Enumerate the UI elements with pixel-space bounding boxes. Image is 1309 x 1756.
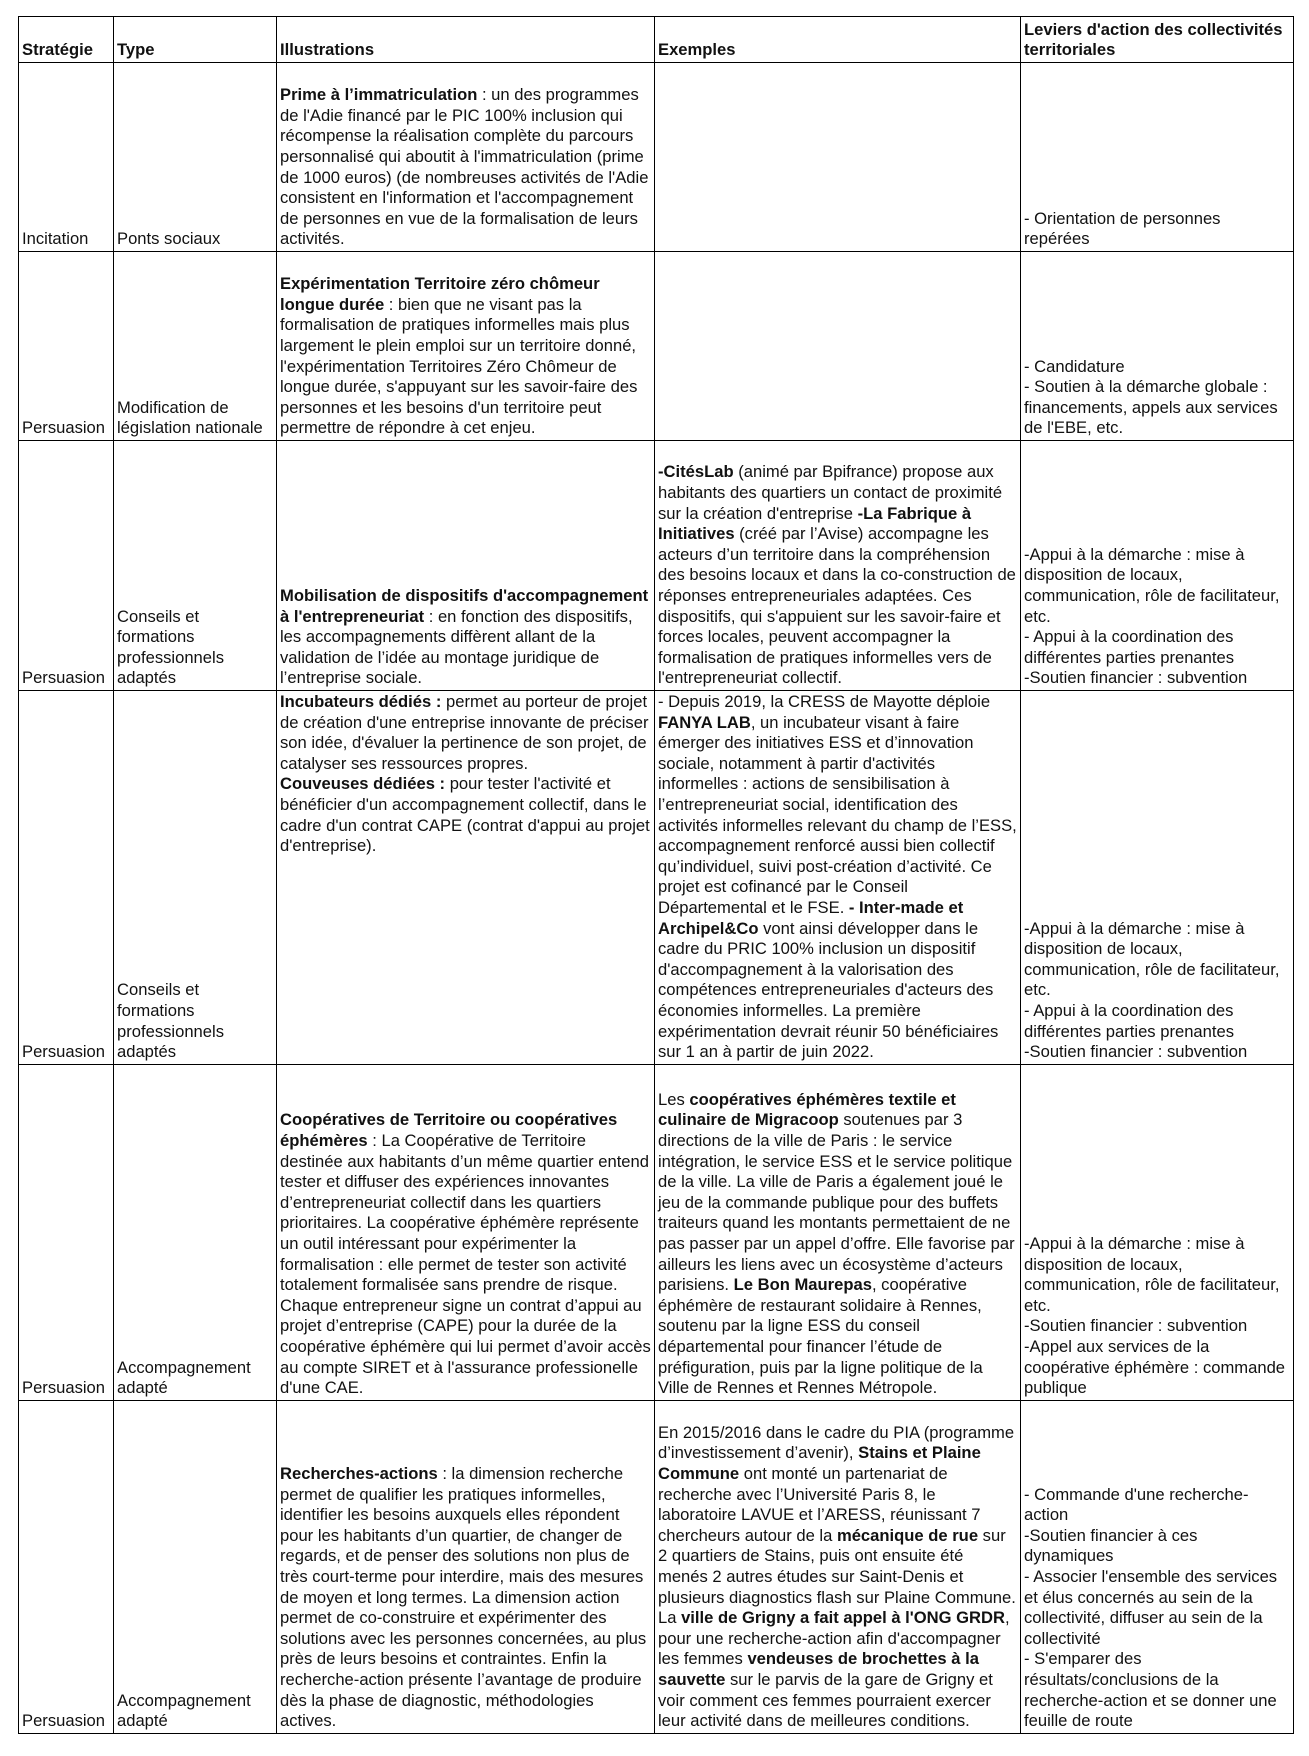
cell-illustrations (277, 252, 655, 441)
text-run: pour tester l'activité et bénéficier d'un accompagnement collectif, dans le cadre d'un contrat CAPE (contrat d'appui au projet d'entreprise). (280, 774, 650, 856)
lever-item: - Appui à la coordination des différentes parties prenantes (1024, 627, 1235, 667)
table-row (19, 691, 1294, 1065)
header-strategie: Stratégie (19, 17, 114, 63)
cell-leviers (1021, 252, 1294, 441)
lever-item: -Soutien financier : subvention (1024, 1316, 1248, 1336)
cell-type: Ponts sociaux (114, 63, 277, 252)
text-run: , pour une recherche-action afin d'accompagner les femmes (658, 1608, 1010, 1669)
table-header-row (19, 17, 1294, 63)
text-run: (créé par l’Avise) accompagne les acteurs d’un territoire dans la compréhension des besoins locaux et dans la co-construction de réponses entrepreneuriales adaptées. Ces dispositifs, qui s'appuient sur les savoir-faire et forces locales, peuvent accompagner la formalisation de pratiques informelles vers de l'entrepreneuriat collectif. (658, 524, 1016, 688)
bold-term: Stains et Plaine Commune (658, 1443, 981, 1483)
text-run: , coopérative éphémère de restaurant solidaire à Rennes, soutenu par la ligne ESS du conseil départemental pour financer l’étude de préfiguration, puis par la ligne politique de la Ville de Rennes et Rennes Métropole. (658, 1275, 983, 1398)
text-run: - Depuis 2019, la CRESS de Mayotte déploie (658, 692, 991, 711)
table-row (19, 63, 1294, 252)
bold-term: - Inter-made et Archipel&Co (658, 897, 964, 938)
lever-item: - Commande d'une recherche-action (1024, 1484, 1249, 1525)
lever-item: - Associer l'ensemble des services et élus concernés au sein de la collectivité, diffuser au sein de la collectivité (1024, 1566, 1278, 1648)
cell-exemples (655, 1400, 1021, 1733)
table-row (19, 1064, 1294, 1400)
text-run: : la dimension recherche permet de qualifier les pratiques informelles, identifier les besoins auxquels elles répondent pour les habitants d’un quartier, de changer de regards, et de penser des solutions non plus de très court-terme pour interdire, mais des mesures de moyen et long termes. La dimension action permet de co-construire et expérimenter des solutions avec les personnes concernées, au plus près de leurs besoins et contraintes. Enfin la recherche-action présente l’avantage de produire dès la phase de diagnostic, méthodologies actives. (280, 1463, 647, 1731)
text-run: soutenues par 3 directions de la ville de Paris : le service intégration, le service ESS et le service politique de la ville. La ville de Paris a également joué le jeu de la commande publique pour des buffets traiteurs quand les montants permettaient de ne pas passer par un appel d’offre. Elle favorise par ailleurs les liens avec un écosystème d’acteurs parisiens. (658, 1110, 1015, 1295)
cell-type: Accompagnement adapté (114, 1400, 277, 1733)
text-run: sur le parvis de la gare de Grigny et voir comment ces femmes pourraient exercer leur activité dans de meilleures conditions. (658, 1669, 993, 1731)
lever-item: - Candidature (1024, 356, 1125, 376)
lever-item: -Appel aux services de la coopérative éphémère : commande publique (1024, 1336, 1286, 1398)
table-row (19, 1400, 1294, 1733)
cell-illustrations (277, 441, 655, 691)
text-run: , un incubateur visant à faire émerger des initiatives ESS et d’innovation sociale, notamment à partir d'activités informelles : actions de sensibilisation à l’entrepreneuriat social, identification des activités informelles relevant du champ de l’ESS, accompagnement renforcé aussi bien collectif qu’individuel, suivi post-création d’activité. Ce projet est cofinancé par le Conseil Départemental et le FSE. (658, 712, 1017, 917)
lever-item: - Appui à la coordination des différentes parties prenantes (1024, 1000, 1235, 1041)
cell-leviers (1021, 1064, 1294, 1400)
cell-exemples (655, 441, 1021, 691)
cell-strategie: Persuasion (19, 1064, 114, 1400)
cell-exemples (655, 252, 1021, 441)
strategies-table (18, 16, 1294, 1734)
lever-item: -Appui à la démarche : mise à disposition de locaux, communication, rôle de facilitateur, etc. (1024, 544, 1280, 626)
table-row (19, 441, 1294, 691)
cell-type: Accompagnement adapté (114, 1064, 277, 1400)
lever-item: -Appui à la démarche : mise à disposition de locaux, communication, rôle de facilitateur, etc. (1024, 918, 1280, 1000)
text-run: : bien que ne visant pas la formalisation de pratiques informelles mais plus largement le plein emploi sur un territoire donné, l'expérimentation Territoires Zéro Chômeur de longue durée, s'appuyant sur les savoir-faire des personnes et les besoins d'un territoire peut permettre de répondre à cet enjeu. (280, 294, 638, 438)
bold-term: coopératives éphémères textile et culinaire de Migracoop (658, 1089, 956, 1130)
text-run: Les (658, 1089, 690, 1109)
lever-item: -Appui à la démarche : mise à disposition de locaux, communication, rôle de facilitateur, etc. (1024, 1233, 1280, 1315)
lever-item: - Orientation de personnes repérées (1024, 208, 1221, 249)
cell-strategie: Persuasion (19, 252, 114, 441)
cell-type: Modification de législation nationale (114, 252, 277, 441)
cell-leviers (1021, 63, 1294, 252)
cell-leviers (1021, 441, 1294, 691)
cell-strategie: Incitation (19, 63, 114, 252)
bold-term: -La Fabrique à Initiatives (658, 503, 972, 544)
bold-term: Coopératives de Territoire ou coopératives éphémères (280, 1110, 618, 1150)
cell-illustrations (277, 63, 655, 252)
text-run: permet au porteur de projet de création d'une entreprise innovante de préciser son idée, d'évaluer la pertinence de son projet, de catalyser ses ressources propres. (280, 692, 649, 773)
bold-term: ville de Grigny a fait appel à l'ONG GRDR (681, 1608, 1005, 1628)
bold-term: Recherches-actions (280, 1463, 438, 1483)
header-exemples: Exemples (655, 17, 1021, 63)
header-illustrations: Illustrations (277, 17, 655, 63)
bold-term: Couveuses dédiées : (280, 774, 446, 794)
lever-item: -Soutien financier à ces dynamiques (1024, 1525, 1198, 1566)
text-run: sur 2 quartiers de Stains, puis ont ensuite été menés 2 autres études sur Saint-Denis et plusieurs diagnostics flash sur Plaine Commune. La (658, 1525, 1016, 1628)
cell-type: Conseils et formations professionnels adaptés (114, 441, 277, 691)
lever-item: -Soutien financier : subvention (1024, 1042, 1248, 1062)
bold-term: -CitésLab (658, 462, 734, 482)
cell-strategie: Persuasion (19, 441, 114, 691)
lever-item: - Soutien à la démarche globale : financements, appels aux services de l'EBE, etc. (1024, 377, 1278, 438)
cell-leviers (1021, 1400, 1294, 1733)
cell-illustrations (277, 1400, 655, 1733)
text-run: (animé par Bpifrance) propose aux habitants des quartiers un contact de proximité sur la création d'entreprise (658, 462, 1003, 523)
text-run: vont ainsi développer dans le cadre du PRIC 100% inclusion un dispositif d'accompagnement à la valorisation des compétences entrepreneuriales d'acteurs des économies informelles. La première expérimentation devrait réunir 50 bénéficiaires sur 1 an à partir de juin 2022. (658, 918, 999, 1062)
text-run: ont monté un partenariat de recherche avec l’Université Paris 8, le laboratoire LAVUE et l’ARESS, réunissant 7 chercheurs autour de la (658, 1463, 981, 1545)
header-type: Type (114, 17, 277, 63)
lever-item: -Soutien financier : subvention (1024, 668, 1248, 688)
text-run: : en fonction des dispositifs, les accompagnements diffèrent allant de la validation de l’idée au montage juridique de l’entreprise sociale. (280, 606, 633, 688)
bold-term: Prime à l’immatriculation (280, 85, 478, 105)
cell-type: Conseils et formations professionnels adaptés (114, 691, 277, 1065)
text-run: En 2015/2016 dans le cadre du PIA (programme d’investissement d’avenir), (658, 1422, 1015, 1463)
cell-strategie: Persuasion (19, 1400, 114, 1733)
bold-term: Incubateurs dédiés : (280, 692, 442, 711)
header-leviers: Leviers d'action des collectivités territoriales (1021, 17, 1294, 63)
bold-term: Le Bon Maurepas (733, 1275, 872, 1295)
bold-term: mécanique de rue (836, 1525, 979, 1545)
cell-illustrations (277, 1064, 655, 1400)
text-run: : un des programmes de l'Adie financé par le PIC 100% inclusion qui récompense la réalisation complète du parcours personnalisé qui aboutit à l'immatriculation (prime de 1000 euros) (de nombreuses activités de l'Adie consistent en l'information et l'accompagnement de personnes en vue de la formalisation de leurs activités. (280, 85, 649, 249)
bold-term: Mobilisation de dispositifs d'accompagnement à l'entrepreneuriat (280, 586, 649, 626)
cell-exemples (655, 691, 1021, 1065)
cell-leviers (1021, 691, 1294, 1065)
cell-exemples (655, 1064, 1021, 1400)
cell-illustrations (277, 691, 655, 1065)
lever-item: - S'emparer des résultats/conclusions de la recherche-action et se donner une feuille de route (1024, 1649, 1277, 1731)
bold-term: vendeuses de brochettes à la sauvette (658, 1649, 979, 1689)
bold-term: Expérimentation Territoire zéro chômeur longue durée (280, 274, 600, 314)
bold-term: FANYA LAB (658, 712, 751, 732)
cell-exemples (655, 63, 1021, 252)
text-run: : La Coopérative de Territoire destinée aux habitants d’un même quartier entend tester et diffuser des expériences innovantes d’entrepreneuriat collectif dans les quartiers prioritaires. La coopérative éphémère représente un outil intéressant pour expérimenter la formalisation : elle permet de tester son activité totalement formalisée sans prendre de risque. Chaque entrepreneur signe un contrat d’appui au projet d’entreprise (CAPE) pour la durée de la coopérative éphémère qui lui permet d’avoir accès au compte SIRET et à l'assurance professionelle d'une CAE. (280, 1130, 651, 1398)
table-row (19, 252, 1294, 441)
cell-strategie: Persuasion (19, 691, 114, 1065)
